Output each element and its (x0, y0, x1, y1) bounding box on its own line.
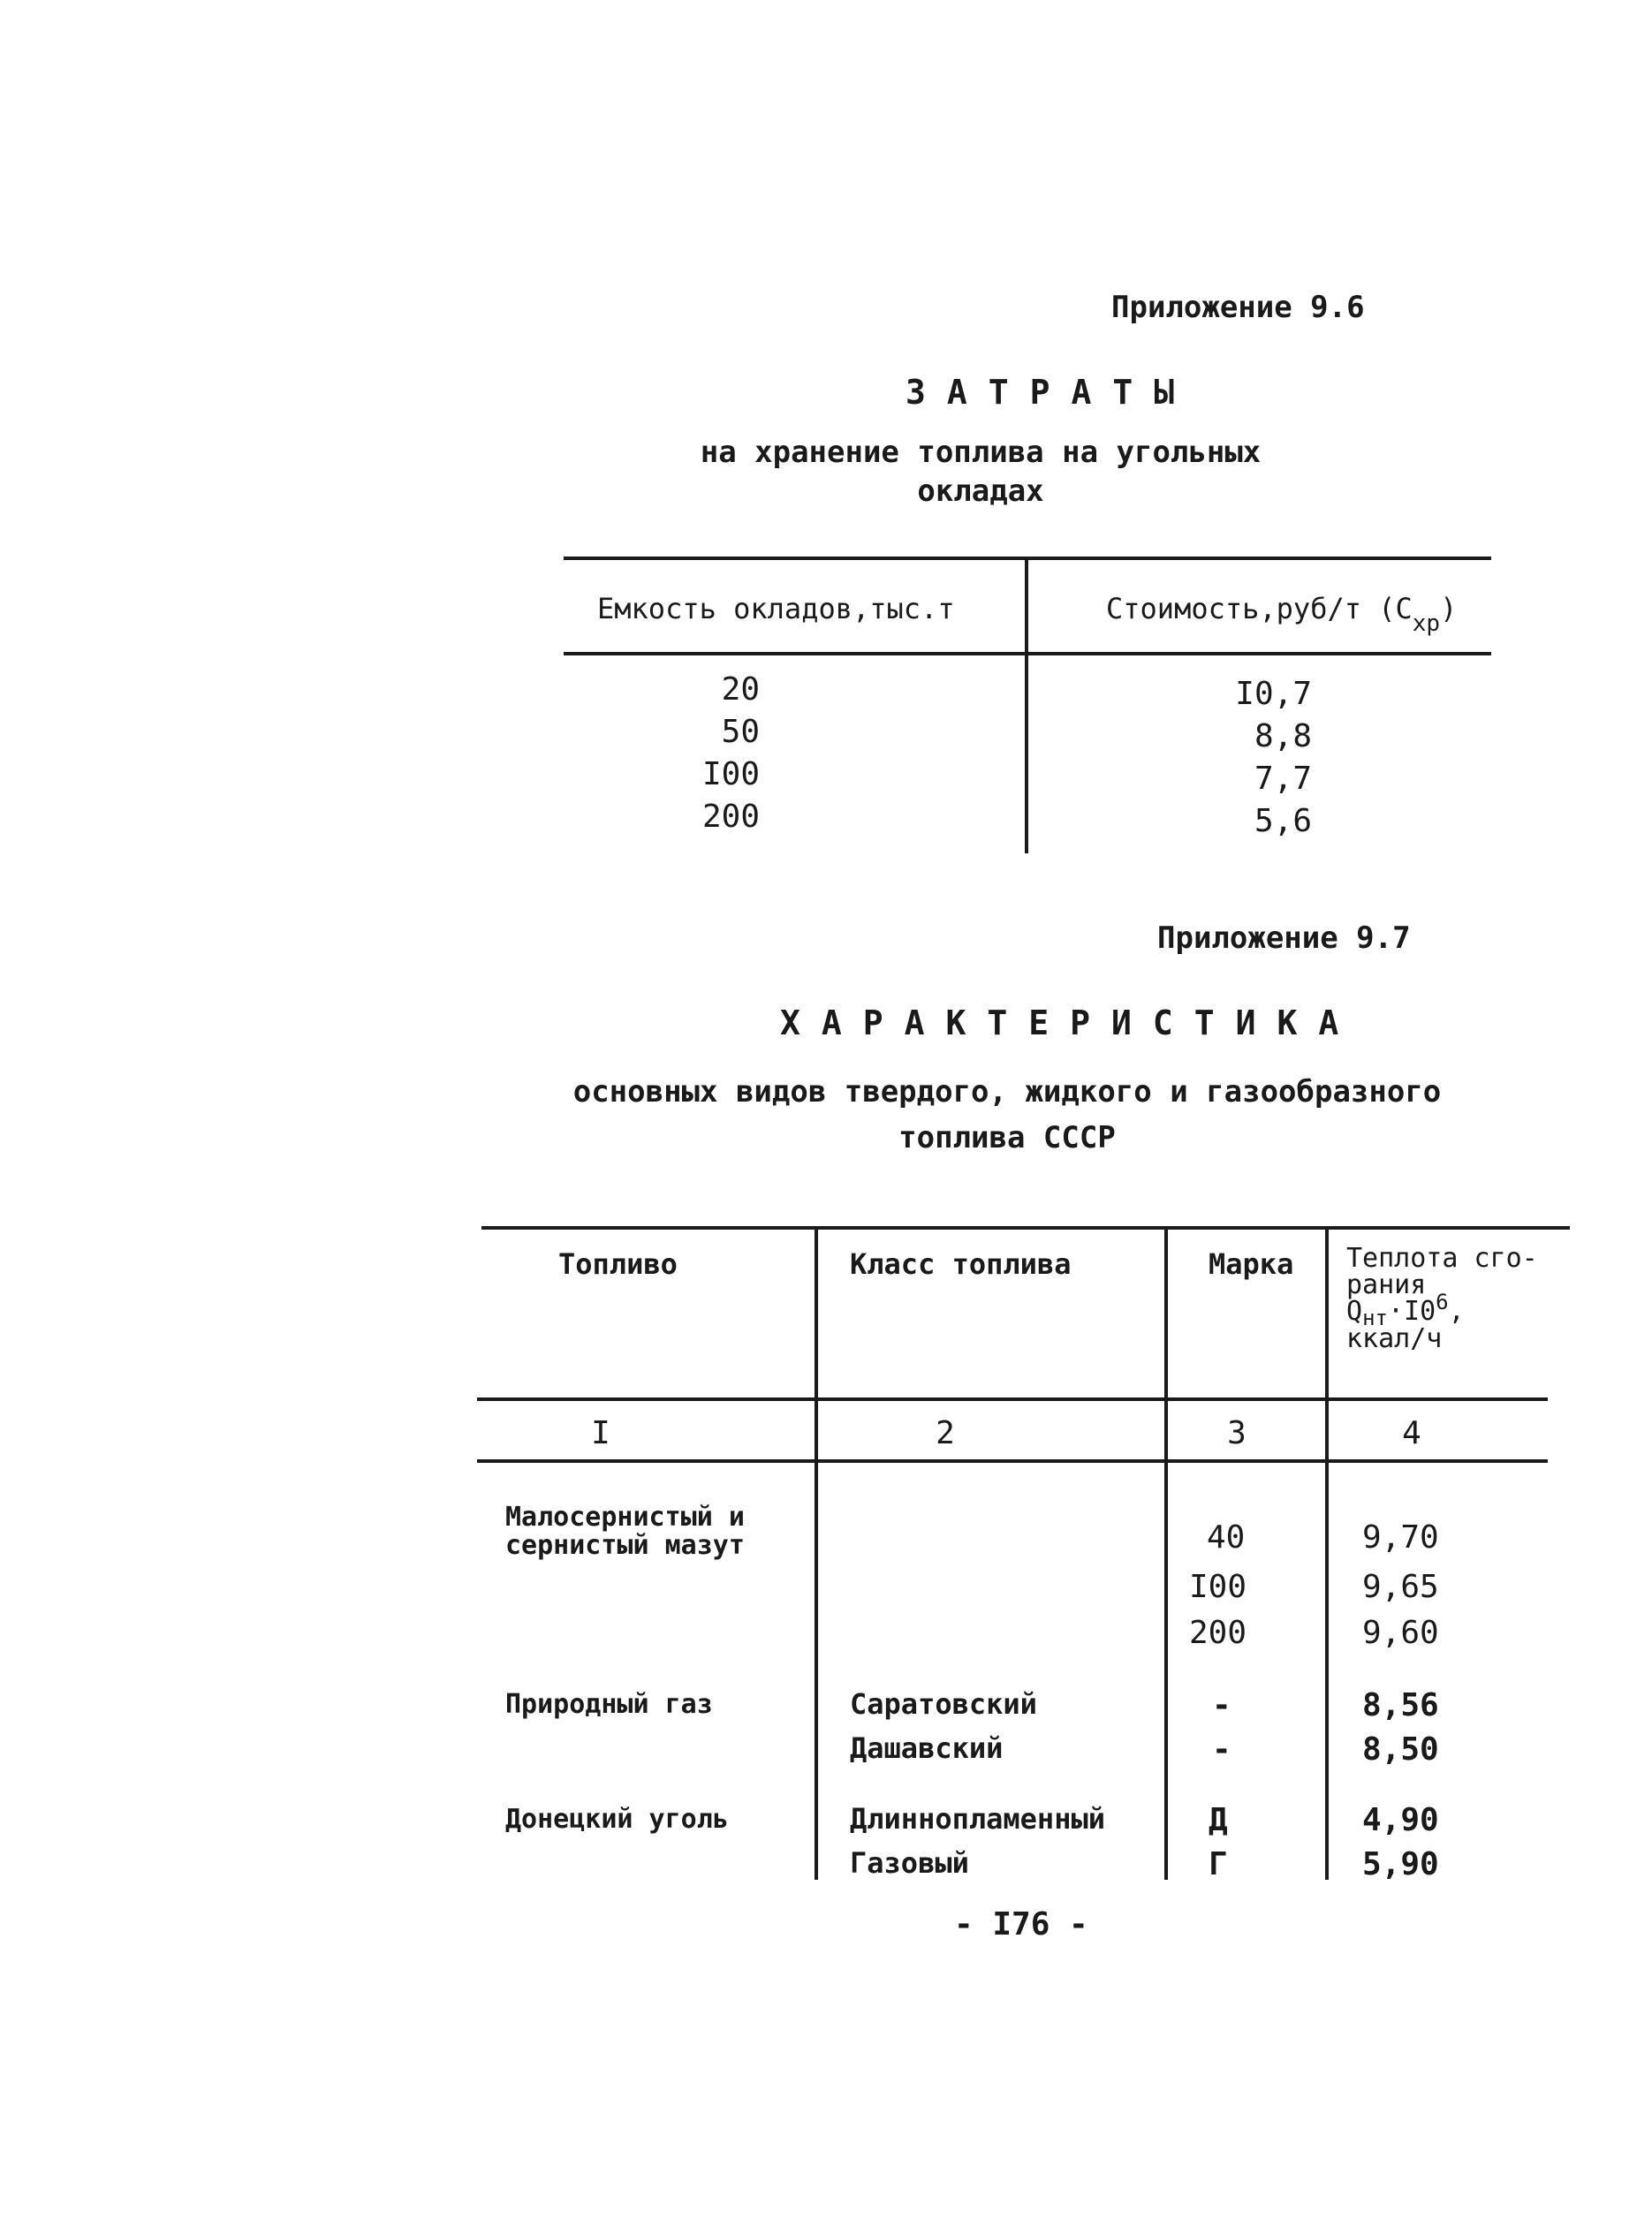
appendix-96-subtitle-line2: окладах (917, 473, 1044, 509)
table-column-divider (815, 1226, 818, 1880)
table-row: 7,7 (1254, 761, 1312, 797)
table-row: Д (1209, 1802, 1228, 1838)
table-row: 8,56 (1362, 1687, 1439, 1723)
header-cost-subscript: хр (1412, 610, 1441, 637)
table-row: 5,90 (1362, 1846, 1439, 1882)
appendix-97-subtitle-line1: основных видов твердого, жидкого и газообразного (572, 1074, 1442, 1110)
table-header-rule (564, 652, 1491, 655)
fuel-name: Малосернистый и сернистый мазут (505, 1502, 745, 1561)
table-row: 4,90 (1362, 1802, 1439, 1838)
fuel-name: Природный газ (505, 1689, 713, 1720)
column-number: 2 (936, 1415, 955, 1451)
page-number: - I76 - (954, 1906, 1088, 1943)
table-header-rule (477, 1397, 1548, 1401)
table-row: 200 (1189, 1615, 1247, 1651)
table-row: 20 (721, 671, 760, 708)
table-row: Дашавский (850, 1731, 1004, 1765)
table-row: Г (1209, 1846, 1228, 1882)
header-heat-formula (1346, 1290, 1538, 1330)
column-number: 4 (1402, 1415, 1421, 1451)
table-row: 9,60 (1362, 1615, 1439, 1651)
header-heat-q: Q (1346, 1296, 1363, 1327)
table-row: I00 (701, 756, 760, 792)
header-cost-text: Стоимость,руб/т (C (1106, 592, 1413, 625)
table-row: Длиннопламенный (850, 1802, 1105, 1836)
column-number: 3 (1227, 1415, 1247, 1451)
table-row: 5,6 (1254, 803, 1312, 839)
fuel-name: Донецкий уголь (505, 1804, 729, 1835)
table-column-divider (1164, 1226, 1168, 1880)
table-row: Газовый (850, 1846, 969, 1880)
table-row: 50 (721, 714, 760, 750)
table-row: - (1212, 1731, 1231, 1768)
appendix-96-title: ЗАТРАТЫ (906, 373, 1196, 412)
appendix-97-title: ХАРАКТЕРИСТИКА (780, 1003, 1360, 1042)
table-row: 40 (1207, 1519, 1246, 1556)
header-grade: Марка (1209, 1247, 1294, 1281)
header-heat-comma: , (1448, 1296, 1465, 1327)
header-cost (1106, 592, 1458, 637)
table-row: Саратовский (850, 1687, 1037, 1721)
table-top-rule (481, 1226, 1570, 1230)
table-row: I0,7 (1235, 676, 1312, 712)
header-heat-line1: Теплота сго- (1346, 1243, 1538, 1274)
table-column-divider (1025, 557, 1028, 853)
header-heat-line2: рания (1346, 1269, 1427, 1300)
table-row: 9,65 (1362, 1569, 1439, 1605)
table-numbers-rule (477, 1459, 1548, 1463)
appendix-96-subtitle-line1: на хранение топлива на угольных (700, 435, 1262, 470)
table-row: - (1212, 1687, 1231, 1723)
header-cost-close: ) (1440, 592, 1458, 625)
header-fuel-class: Класс топлива (850, 1247, 1072, 1281)
table-row: 8,8 (1254, 718, 1312, 754)
column-number: I (591, 1415, 610, 1451)
appendix-96-label: Приложение 9.6 (1111, 290, 1365, 325)
header-heat-unit: ккал/ч (1346, 1323, 1443, 1354)
table-row: 9,70 (1362, 1519, 1439, 1556)
header-heat-multiplier: ·I0 (1387, 1296, 1436, 1327)
header-heat-q-subscript: нт (1362, 1306, 1388, 1330)
appendix-97-label: Приложение 9.7 (1157, 920, 1411, 956)
table-row: 200 (701, 799, 760, 835)
table-row: 8,50 (1362, 1731, 1439, 1768)
header-heat-exponent: 6 (1436, 1290, 1449, 1314)
table-row: I00 (1189, 1569, 1247, 1605)
table-column-divider (1325, 1226, 1329, 1880)
header-fuel: Топливо (558, 1247, 678, 1281)
header-heat-value (1346, 1243, 1538, 1354)
header-capacity: Емкость окладов,тыс.т (597, 592, 955, 625)
appendix-97-subtitle-line2: топлива СССР (898, 1120, 1116, 1155)
